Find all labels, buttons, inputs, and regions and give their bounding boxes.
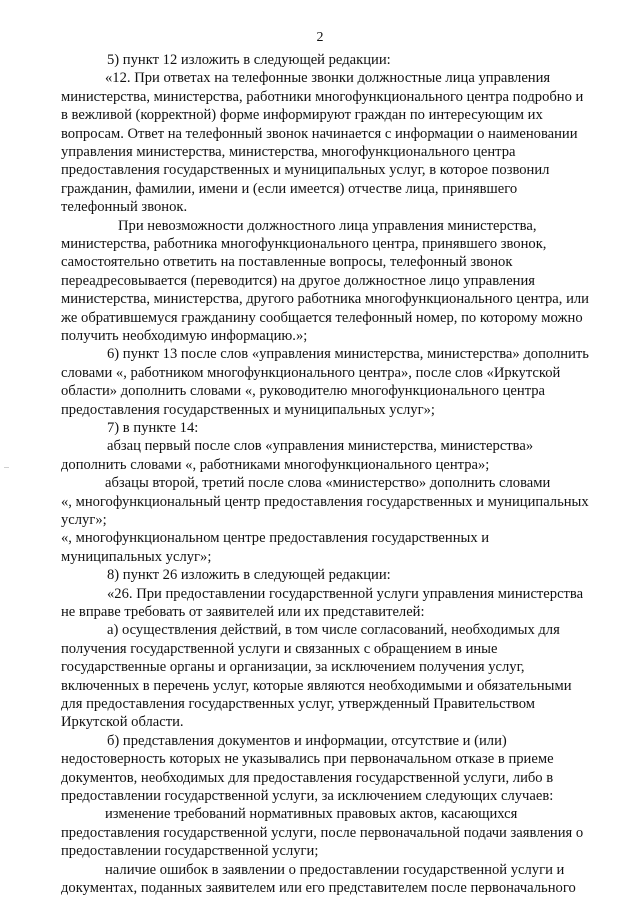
document-line: документов, необходимых для предоставления государственной услуги, либо в [61,769,554,786]
document-line: для предоставления государственных услуг, утвержденный Правительством [61,696,535,712]
document-line: «, многофункциональном центре предоставления государственных и [61,530,490,547]
document-line: 6) пункт 13 после слов «управления министерства, министерства» дополнить [107,346,589,363]
document-line: недостоверность которых не указывались при первоначальном отказе в приеме [61,751,554,768]
document-line: б) представления документов и информации, отсутствие и (или) [107,732,507,749]
document-line: предоставления государственной услуги, после первоначальной подачи заявления о [61,824,584,841]
document-line: вопросам. Ответ на телефонный звонок начинается с информации о наименовании [61,125,578,142]
document-line: Иркутской области. [61,714,184,731]
document-line: абзац первый после слов «управления министерства, министерства» [107,438,534,455]
document-line: министерства, министерства, другого работника многофункционального центра, или [61,291,589,308]
document-line: переадресовывается (переводится) на другое должностное лицо управления [61,272,536,289]
document-line: а) осуществления действий, в том числе согласований, необходимых для [107,622,560,639]
document-line: министерства, работника многофункционального центра, принявшего звонок, [61,236,547,252]
document-line: получения государственной услуги и связанных с обращением в иные [61,640,498,657]
document-line: управления министерства, министерства, многофункционального центра [61,144,516,160]
document-line: «26. При предоставлении государственной услуги управления министерства [107,585,584,602]
document-line: предоставлении государственной услуги; [61,843,319,860]
document-line: предоставления государственных и муниципальных услуг, в которое позвонил [61,162,550,179]
document-line: в вежливой (корректной) форме информируют граждан по интересующим их [61,107,543,124]
document-line: 8) пункт 26 изложить в следующей редакции: [107,567,391,584]
document-line: государственные органы и организации, за исключением получения услуг, [61,659,525,676]
document-line: области» дополнить словами «, руководителю многофункционального центра [61,383,546,400]
document-line: самостоятельно ответить на поставленные вопросы, телефонный звонок [61,254,513,271]
document-line: При невозможности должностного лица управления министерства, [118,217,537,234]
document-line: муниципальных услуг»; [61,548,212,565]
document-line: абзацы второй, третий после слова «министерство» дополнить словами [105,475,551,492]
document-line: дополнить словами «, работниками многофункционального центра»; [61,456,490,473]
document-line: 5) пункт 12 изложить в следующей редакции: [107,52,391,68]
document-line: «, многофункциональный центр предоставления государственных и муниципальных [61,493,589,510]
document-line: получить необходимую информацию.»; [61,328,308,344]
document-line: гражданин, фамилии, имени и (если имеется) отчестве лица, принявшего [61,180,518,197]
document-line: изменение требований нормативных правовых актов, касающихся [105,806,518,823]
document-line: предоставлении государственной услуги, за исключением следующих случаев: [61,788,554,804]
page-number: 2 [316,30,324,45]
scan-mark [4,467,9,468]
document-line: наличие ошибок в заявлении о предоставлении государственной услуги и [105,861,565,878]
document-line: документах, поданных заявителем или его представителем после первоначального [61,880,576,896]
document-line: предоставления государственных и муниципальных услуг»; [61,401,435,418]
document-line: услуг»; [61,512,107,528]
document-line: «12. При ответах на телефонные звонки должностные лица управления [105,70,551,87]
document-line: же обратившемуся гражданину сообщается телефонный номер, по которому можно [61,309,583,326]
document-line: словами «, работником многофункционального центра», после слов «Иркутской [61,364,561,381]
document-line: телефонный звонок. [61,199,188,216]
document-line: не вправе требовать от заявителей или их представителей: [61,604,425,620]
document-line: включенных в перечень услуг, которые являются необходимыми и обязательными [61,677,572,694]
document-line: министерства, министерства, работники многофункционального центра подробно и [61,88,584,105]
document-line: 7) в пункте 14: [107,420,199,436]
